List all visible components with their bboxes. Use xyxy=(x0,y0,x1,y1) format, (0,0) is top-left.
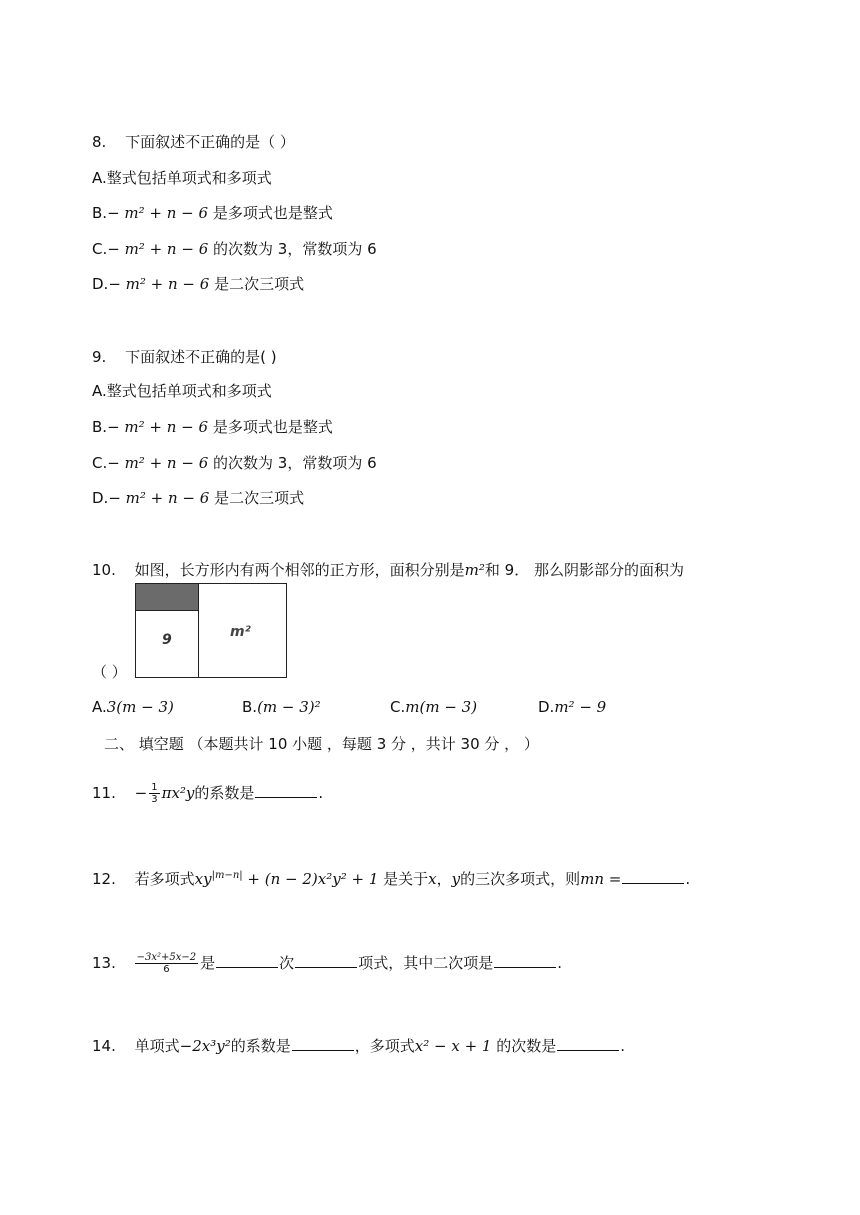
q10-d-expr: m² − 9 xyxy=(554,698,607,716)
q10-a-expr: 3(m − 3) xyxy=(106,698,174,716)
q14-t3: ，多项式 xyxy=(354,1037,415,1055)
q10-stem-a: 如图，长方形内有两个相邻的正方形，面积分别是 xyxy=(134,561,465,579)
q13-end: . xyxy=(557,954,562,972)
q14-t2: 的系数是 xyxy=(230,1037,291,1055)
q13-t3: 项式，其中二次项是 xyxy=(358,954,494,972)
q14-number: 14. xyxy=(92,1037,116,1055)
q10-option-c xyxy=(390,698,477,716)
q13-t1: 是 xyxy=(200,954,216,972)
q10-b-expr: (m − 3)² xyxy=(257,698,321,716)
q14-blank-2[interactable] xyxy=(557,1036,619,1051)
q8-number: 8. xyxy=(92,133,107,151)
q10-b-prefix: B. xyxy=(242,698,258,716)
q13-blank-1[interactable] xyxy=(216,953,278,968)
q14-t1: 单项式 xyxy=(134,1037,180,1055)
q9-stem-line xyxy=(92,347,277,367)
q8-c-text: 的次数为 3，常数项为 6 xyxy=(208,240,377,258)
q14-blank-1[interactable] xyxy=(292,1036,354,1051)
q8-c-prefix: C. xyxy=(92,240,108,258)
q12-t2: 是关于 xyxy=(378,870,429,888)
q10-d-prefix: D. xyxy=(538,698,555,716)
q9-option-d xyxy=(92,488,304,508)
q8-d-expr: − m² + n − 6 xyxy=(108,275,210,293)
q8-option-c xyxy=(92,239,377,259)
q8-stem: 下面叙述不正确的是（ ） xyxy=(125,133,295,151)
q10-paren: （ ） xyxy=(92,663,127,681)
q8-b-prefix: B. xyxy=(92,204,108,222)
q10-stem-b: 和 9． 那么阴影部分的面积为 xyxy=(484,561,684,579)
q12-answer-blank[interactable] xyxy=(622,869,684,884)
q12-expr2: + (n − 2)x²y² + 1 xyxy=(242,870,379,888)
q12-y: y xyxy=(451,870,461,888)
q11-text: 的系数是 xyxy=(194,784,255,802)
q9-b-prefix: B. xyxy=(92,418,108,436)
q12-x: x xyxy=(428,870,437,888)
q8-d-text: 是二次三项式 xyxy=(209,275,305,293)
q10-a-prefix: A. xyxy=(92,698,107,716)
q14-t4: 的次数是 xyxy=(491,1037,557,1055)
q8-b-text: 是多项式也是整式 xyxy=(208,204,333,222)
q11-expr: πx²y xyxy=(161,784,195,802)
q12-expr1: xy xyxy=(194,870,212,888)
q12-comma: ， xyxy=(436,870,452,888)
q8-option-d xyxy=(92,274,304,294)
q10-c-expr: m(m − 3) xyxy=(405,698,478,716)
shaded-region xyxy=(136,584,199,611)
q8-c-expr: − m² + n − 6 xyxy=(107,240,209,258)
q9-c-expr: − m² + n − 6 xyxy=(107,454,209,472)
q9-option-c xyxy=(92,453,377,473)
q11-minus: − xyxy=(134,784,148,802)
q10-option-b xyxy=(242,698,321,716)
q10-figure xyxy=(135,583,287,678)
q10-option-a xyxy=(92,698,174,716)
q13-t2: 次 xyxy=(279,954,295,972)
q9-b-expr: − m² + n − 6 xyxy=(107,418,209,436)
section-2-title: 二、 填空题 （本题共计 10 小题 ，每题 3 分 ，共计 30 分 ， ） xyxy=(104,735,539,753)
q14-line xyxy=(92,1036,625,1056)
q13-frac-num: −3x²+5x−2 xyxy=(136,952,197,963)
q14-end: . xyxy=(620,1037,626,1055)
q13-blank-2[interactable] xyxy=(295,953,357,968)
q12-exponent: |m−n| xyxy=(211,870,243,881)
q11-number: 11. xyxy=(92,784,116,802)
q11-fraction xyxy=(149,782,159,805)
q13-blank-3[interactable] xyxy=(494,953,556,968)
q10-option-d xyxy=(538,698,606,716)
q9-option-b xyxy=(92,417,333,437)
q14-expr2: x² − x + 1 xyxy=(414,1037,492,1055)
square-9-label: 9 xyxy=(162,632,172,648)
q14-expr1: −2x³y² xyxy=(179,1037,231,1055)
q12-t3: 的三次多项式，则 xyxy=(460,870,581,888)
q9-c-prefix: C. xyxy=(92,454,108,472)
q8-stem-line xyxy=(92,132,295,152)
q8-option-b xyxy=(92,203,333,223)
q9-d-expr: − m² + n − 6 xyxy=(108,489,210,507)
q10-stem-m: m² xyxy=(464,561,485,579)
q11-frac-num: 1 xyxy=(151,782,158,793)
q9-b-text: 是多项式也是整式 xyxy=(208,418,333,436)
q9-d-prefix: D. xyxy=(92,489,109,507)
q11-frac-den: 3 xyxy=(151,794,158,805)
q9-option-a: A.整式包括单项式和多项式 xyxy=(92,382,272,400)
q10-number: 10. xyxy=(92,561,116,579)
q8-option-a: A.整式包括单项式和多项式 xyxy=(92,169,272,187)
q9-stem: 下面叙述不正确的是( ) xyxy=(125,348,277,366)
q13-fraction xyxy=(135,952,199,975)
q12-t1: 若多项式 xyxy=(134,870,195,888)
q9-number: 9. xyxy=(92,348,107,366)
q10-c-prefix: C. xyxy=(390,698,406,716)
q9-c-text: 的次数为 3，常数项为 6 xyxy=(208,454,377,472)
q13-line xyxy=(92,952,562,975)
q9-d-text: 是二次三项式 xyxy=(209,489,305,507)
q8-b-expr: − m² + n − 6 xyxy=(107,204,209,222)
q10-stem-line xyxy=(92,560,684,580)
q11-end: . xyxy=(318,784,324,802)
q12-number: 12. xyxy=(92,870,116,888)
q12-line xyxy=(92,866,690,889)
q12-end: . xyxy=(685,870,691,888)
q12-mn: mn = xyxy=(580,870,622,888)
q13-number: 13. xyxy=(92,954,116,972)
q11-line xyxy=(92,782,323,805)
square-m-label: m² xyxy=(230,624,251,640)
q11-answer-blank[interactable] xyxy=(255,783,317,798)
q13-frac-den: 6 xyxy=(163,964,170,975)
q8-d-prefix: D. xyxy=(92,275,109,293)
